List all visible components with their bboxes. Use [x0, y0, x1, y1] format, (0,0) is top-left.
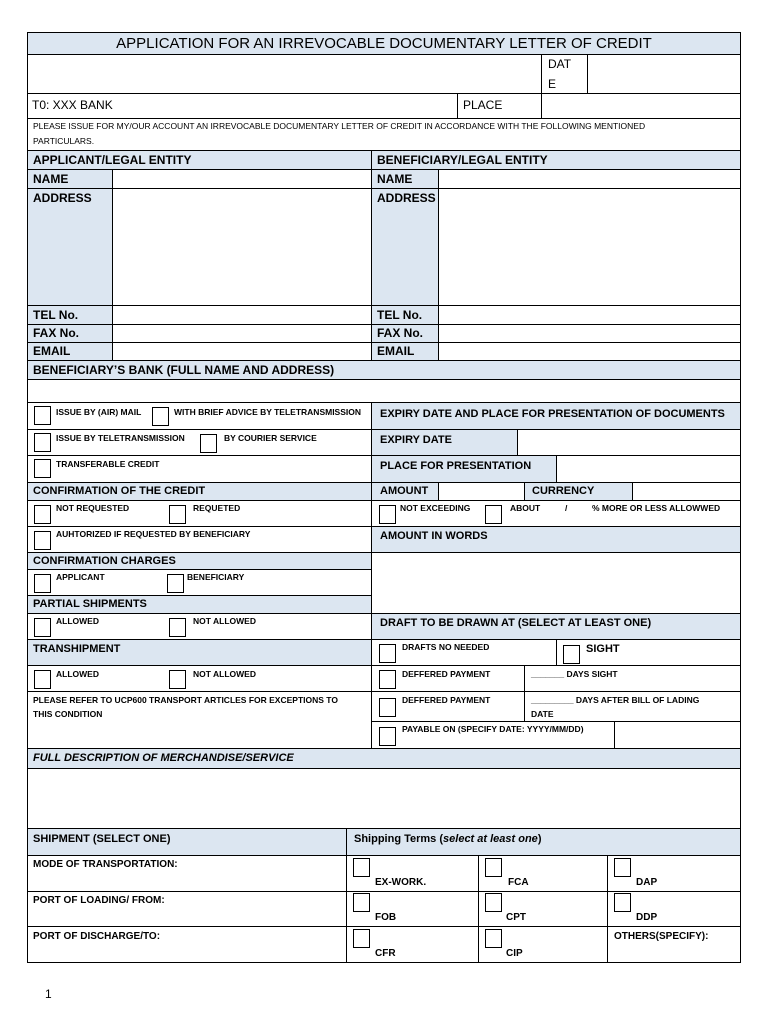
- dap-checkbox[interactable]: [614, 858, 631, 877]
- draft-header-label: DRAFT TO BE DRAWN AT (SELECT AT LEAST ONE): [380, 617, 652, 629]
- applicant-header-label: APPLICANT/LEGAL ENTITY: [33, 153, 192, 167]
- fca-label: FCA: [508, 877, 529, 888]
- fob-checkbox[interactable]: [353, 893, 370, 912]
- shipping-terms-suffix: ): [537, 833, 542, 845]
- beneficiary-address-field[interactable]: [438, 188, 741, 306]
- not-exceeding-checkbox[interactable]: [379, 505, 396, 524]
- shipment-header-label: SHIPMENT (SELECT ONE): [33, 833, 171, 845]
- ucp-note: PLEASE REFER TO UCP600 TRANSPORT ARTICLES FOR EXCEPTIONS TO: [33, 695, 338, 705]
- charges-beneficiary-label: BENEFICIARY: [187, 572, 245, 582]
- authorized-label: AUHTORIZED IF REQUESTED BY BENEFICIARY: [56, 529, 251, 539]
- applicant-address-label-cell: [27, 188, 113, 306]
- port-discharge-label: PORT OF DISCHARGE/TO:: [33, 931, 161, 942]
- about-label: ABOUT: [510, 503, 541, 513]
- charges-applicant-checkbox[interactable]: [34, 574, 51, 593]
- to-bank-label: T0: XXX BANK: [32, 98, 113, 112]
- deferred-bl-label: DEFFERED PAYMENT: [402, 695, 491, 705]
- partial-allowed-label: ALLOWED: [56, 616, 99, 626]
- not-exceeding-label: NOT EXCEEDING: [400, 503, 471, 513]
- amount-label: AMOUNT: [380, 485, 429, 497]
- beneficiary-address-label-cell: [371, 188, 439, 306]
- sight-checkbox[interactable]: [563, 645, 580, 664]
- ddp-checkbox[interactable]: [614, 893, 631, 912]
- beneficiary-name-label: NAME: [377, 172, 413, 186]
- more-or-less-label: % MORE OR LESS ALLOWWED: [592, 503, 721, 513]
- cfr-label: CFR: [375, 948, 396, 959]
- confirmation-header-label: CONFIRMATION OF THE CREDIT: [33, 485, 206, 497]
- currency-field[interactable]: [632, 482, 741, 501]
- partial-not-allowed-checkbox[interactable]: [169, 618, 186, 637]
- place-presentation-field[interactable]: [556, 455, 741, 483]
- applicant-fax-label: FAX No.: [33, 326, 80, 340]
- cfr-checkbox[interactable]: [353, 929, 370, 948]
- currency-label: CURRENCY: [532, 485, 595, 497]
- others-label: OTHERS(SPECIFY):: [614, 931, 709, 942]
- issue-air-mail-label: ISSUE BY (AIR) MAIL: [56, 407, 142, 417]
- ex-work-label: EX-WORK.: [375, 877, 427, 888]
- place-presentation-label: PLACE FOR PRESENTATION: [380, 460, 532, 472]
- transhipment-label: TRANSHIPMENT: [33, 643, 121, 655]
- tolerance-separator: /: [565, 503, 568, 513]
- cpt-checkbox[interactable]: [485, 893, 502, 912]
- beneficiary-email-label: EMAIL: [377, 344, 415, 358]
- fob-label: FOB: [375, 912, 397, 923]
- not-requested-checkbox[interactable]: [34, 505, 51, 524]
- ucp-note-cont: THIS CONDITION: [33, 709, 103, 719]
- date-label: DAT: [548, 57, 572, 71]
- ex-work-checkbox[interactable]: [353, 858, 370, 877]
- beneficiary-tel-label: TEL No.: [377, 308, 423, 322]
- date-field[interactable]: [587, 54, 741, 94]
- sight-label: SIGHT: [586, 643, 620, 655]
- transferable-label: TRANSFERABLE CREDIT: [56, 459, 160, 469]
- applicant-tel-field[interactable]: [112, 305, 372, 325]
- beneficiary-header-label: BENEFICIARY/LEGAL ENTITY: [377, 153, 548, 167]
- days-after-bl-label: _________ DAYS AFTER BILL OF LADING: [531, 695, 700, 705]
- issue-teletransmission-checkbox[interactable]: [34, 433, 51, 452]
- beneficiary-email-field[interactable]: [438, 342, 741, 361]
- amount-field[interactable]: [438, 482, 525, 501]
- cip-checkbox[interactable]: [485, 929, 502, 948]
- beneficiary-name-field[interactable]: [438, 169, 741, 189]
- beneficiary-bank-label: BENEFICIARY’S BANK (FULL NAME AND ADDRESS): [33, 363, 335, 377]
- amount-words-field[interactable]: [371, 552, 741, 614]
- about-checkbox[interactable]: [485, 505, 502, 524]
- courier-label: BY COURIER SERVICE: [224, 433, 317, 443]
- brief-advice-checkbox[interactable]: [152, 407, 169, 426]
- merchandise-field[interactable]: [27, 768, 741, 829]
- beneficiary-bank-field[interactable]: [27, 379, 741, 403]
- charges-applicant-label: APPLICANT: [56, 572, 105, 582]
- form-title: APPLICATION FOR AN IRREVOCABLE DOCUMENTARY LETTER OF CREDIT: [116, 35, 652, 52]
- applicant-fax-field[interactable]: [112, 324, 372, 343]
- transhipment-not-allowed-label: NOT ALLOWED: [193, 669, 256, 679]
- deferred-sight-label: DEFFERED PAYMENT: [402, 669, 491, 679]
- beneficiary-fax-field[interactable]: [438, 324, 741, 343]
- shipping-terms-italic: select at least one: [443, 833, 538, 845]
- days-after-bl-date-label: DATE: [531, 709, 554, 719]
- issue-air-mail-checkbox[interactable]: [34, 406, 51, 425]
- cip-label: CIP: [506, 948, 523, 959]
- ddp-label: DDP: [636, 912, 658, 923]
- mode-transport-label: MODE OF TRANSPORTATION:: [33, 859, 178, 870]
- deferred-bl-checkbox[interactable]: [379, 698, 396, 717]
- date-label-cont: E: [548, 77, 557, 91]
- drafts-no-needed-checkbox[interactable]: [379, 644, 396, 663]
- merchandise-header-label: FULL DESCRIPTION OF MERCHANDISE/SERVICE: [33, 752, 294, 764]
- cpt-label: CPT: [506, 912, 526, 923]
- page-number: 1: [45, 987, 52, 1001]
- expiry-date-label: EXPIRY DATE: [380, 434, 452, 446]
- applicant-address-label: ADDRESS: [33, 191, 92, 205]
- deferred-sight-checkbox[interactable]: [379, 670, 396, 689]
- issue-teletransmission-label: ISSUE BY TELETRANSMISSION: [56, 433, 185, 443]
- sight-cell: [556, 639, 741, 666]
- port-loading-label: PORT OF LOADING/ FROM:: [33, 895, 165, 906]
- expiry-date-field[interactable]: [517, 429, 741, 456]
- payable-on-date-field[interactable]: [614, 721, 741, 749]
- applicant-name-field[interactable]: [112, 169, 372, 189]
- drafts-no-needed-label: DRAFTS NO NEEDED: [402, 642, 490, 652]
- instruction-text: PLEASE ISSUE FOR MY/OUR ACCOUNT AN IRREVOCABLE DOCUMENTARY LETTER OF CREDIT IN ACCORDANCE WITH THE FOLLOWING MENTIONED: [33, 121, 646, 131]
- partial-allowed-checkbox[interactable]: [34, 618, 51, 637]
- payable-on-label: PAYABLE ON (SPECIFY DATE: YYYY/MM/DD): [402, 724, 584, 734]
- applicant-name-label: NAME: [33, 172, 69, 186]
- partial-shipments-label: PARTIAL SHIPMENTS: [33, 598, 147, 610]
- requested-label: REQUETED: [193, 503, 241, 513]
- applicant-email-field[interactable]: [112, 342, 372, 361]
- place-field[interactable]: [541, 93, 741, 119]
- applicant-email-label: EMAIL: [33, 344, 71, 358]
- courier-checkbox[interactable]: [200, 434, 217, 453]
- beneficiary-tel-field[interactable]: [438, 305, 741, 325]
- dap-label: DAP: [636, 877, 658, 888]
- days-sight-label: _______ DAYS SIGHT: [531, 669, 618, 679]
- beneficiary-address-label: ADDRESS: [377, 191, 436, 205]
- instruction-text-cont: PARTICULARS.: [33, 136, 95, 146]
- authorized-checkbox[interactable]: [34, 531, 51, 550]
- transferable-checkbox[interactable]: [34, 459, 51, 478]
- applicant-address-field[interactable]: [112, 188, 372, 306]
- payable-on-checkbox[interactable]: [379, 727, 396, 746]
- amount-words-label: AMOUNT IN WORDS: [380, 530, 488, 542]
- transhipment-allowed-checkbox[interactable]: [34, 670, 51, 689]
- fca-checkbox[interactable]: [485, 858, 502, 877]
- confirmation-charges-label: CONFIRMATION CHARGES: [33, 555, 176, 567]
- applicant-tel-label: TEL No.: [33, 308, 79, 322]
- transhipment-not-allowed-checkbox[interactable]: [169, 670, 186, 689]
- expiry-header-label: EXPIRY DATE AND PLACE FOR PRESENTATION OF DOCUMENTS: [380, 408, 725, 420]
- partial-not-allowed-label: NOT ALLOWED: [193, 616, 256, 626]
- brief-advice-label: WITH BRIEF ADVICE BY TELETRANSMISSION: [174, 407, 362, 417]
- shipping-terms-prefix: Shipping Terms (: [354, 833, 444, 845]
- shipping-terms-label: [354, 834, 541, 845]
- beneficiary-fax-label: FAX No.: [377, 326, 424, 340]
- requested-checkbox[interactable]: [169, 505, 186, 524]
- place-label: PLACE: [463, 98, 503, 112]
- not-requested-label: NOT REQUESTED: [56, 503, 130, 513]
- transhipment-allowed-label: ALLOWED: [56, 669, 99, 679]
- charges-beneficiary-checkbox[interactable]: [167, 574, 184, 593]
